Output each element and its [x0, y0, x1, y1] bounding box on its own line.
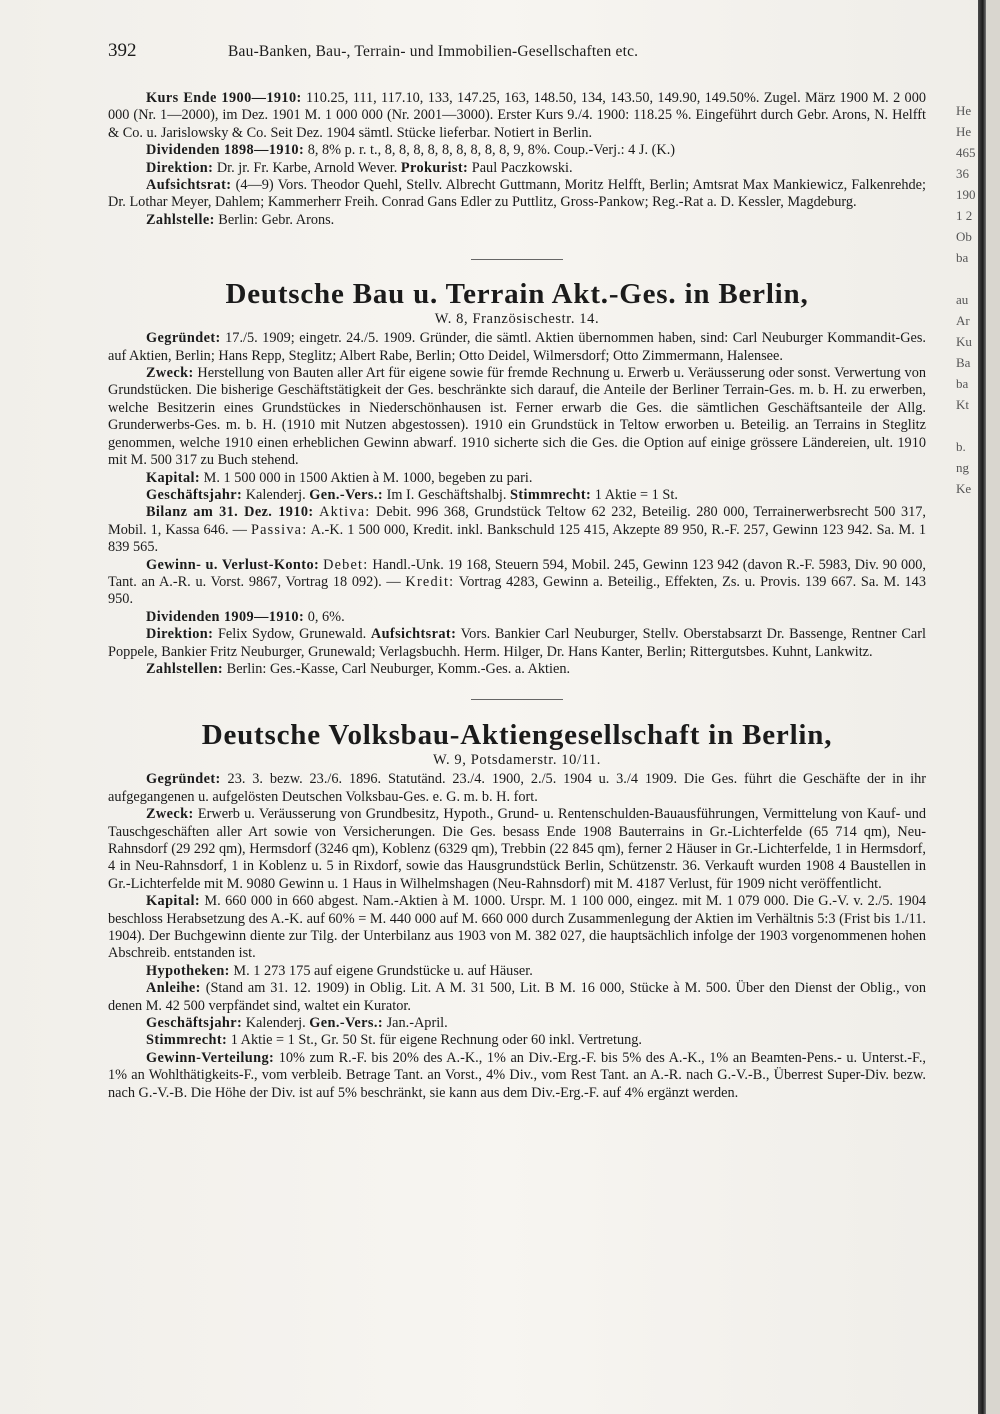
paragraph-kapital: [108, 470, 926, 487]
text-geschaeftsjahr: Kalenderj.: [242, 486, 310, 503]
text-zahlstellen: Berlin: Ges.-Kasse, Carl Neuburger, Komm.-Ges. a. Aktien.: [223, 660, 571, 677]
page-header: [108, 40, 926, 76]
paragraph-zweck-3: [108, 806, 926, 893]
paragraph-gewinn-verlust: [108, 557, 926, 609]
text-gewinn-verteilung: 10% zum R.-F. bis 20% des A.-K., 1% an Div.-Erg.-F. bis 5% des A.-K., 1% an Beamten-Pens.- u. Unterst.-F., 1% an Wohlthätigkeits-F., vom verbleib. Betrage Tant. an Vorst., 4% Div., vom Rest Tant. an A.-R. nach G.-V.-B., Überrest Super-Div. bezw. nach G.-V.-B. Die Höhe der Div. ist auf 5% beschränkt, sie kann aus dem Div.-Erg.-F. auf 4% ergänzt werden.: [108, 1049, 926, 1101]
text-kurs: 110.25, 111, 117.10, 133, 147.25, 163, 148.50, 134, 143.50, 149.90, 149.50%. Zugel. März 1900 M. 2 000 000 (Nr. 1—2000), im Dez. 1901 M. 1 000 000 (Nr. 2001—3000). Erster Kurs 9./4. 1900: 118.25 %. Eingeführt durch Gebr. Arons, N. Helfft & Co. u. Jarislowsky & Co. Seit Dez. 1904 sämtl. Stücke lieferbar. Notiert in Berlin.: [108, 90, 926, 141]
bleed-fragment: Ba: [956, 355, 971, 370]
label-hypotheken: Hypotheken:: [146, 962, 230, 979]
label-aufsichtsrat: Aufsichtsrat:: [146, 177, 232, 194]
text-dividenden-2: 0, 6%.: [304, 608, 345, 625]
company-address: W. 8, Französischestr. 14.: [434, 311, 600, 328]
entry-continued: [108, 90, 926, 229]
separator-rule: [471, 699, 563, 700]
text-zweck: Herstellung von Bauten aller Art für eigene sowie für fremde Rechnung u. Erwerb u. Veräusserung oder sonst. Verwertung von Grundstücken. Die bisherige Geschäftstätigkeit der Ges. beschränkte sich darauf, die Anteile der Berliner Terrain-Ges. m. b. H. zu erwerben, welche Besitzerin eines Grundstückes in Niederschönhausen ist. Ferner erwarb die Ges. die sämtlichen Geschäftsanteile der Allg. Grunderwerbs-Ges. m. b. H. (1910 mit Nutzen abgestossen). 1910 ein Grundstück in Teltow erworben u. Beteilig. an Terrains in Steglitz genommen, welche 1910 einen erheblichen Gewinn abwarf. 1910 sicherte sich die Ges. die Option auf einige grössere Ländereien, ult. 1910 mit M. 500 317 zu Buch stehend.: [108, 365, 926, 469]
text-gen-vers-3: Jan.-April.: [383, 1015, 448, 1032]
entry-deutsche-bau-terrain: [108, 277, 926, 678]
paragraph-zahlstelle: [108, 212, 926, 229]
label-geschaeftsjahr: Geschäftsjahr:: [146, 486, 243, 503]
label-kapital: Kapital:: [146, 469, 201, 486]
label-dividenden: Dividenden 1898—1910:: [146, 142, 305, 159]
paragraph-kurs: [108, 90, 926, 142]
separator-2: [108, 678, 926, 718]
bleed-fragment: au: [956, 292, 969, 307]
paragraph-kapital-3: [108, 893, 926, 963]
bleed-fragment: Ob: [956, 229, 972, 244]
bleed-fragment: 36: [956, 166, 969, 181]
label-passiva: Passiva:: [250, 521, 308, 538]
bleed-fragment: ba: [956, 250, 969, 265]
bleed-fragment: He: [956, 124, 972, 139]
label-gegruendet: Gegründet:: [146, 330, 221, 347]
paragraph-direktion: [108, 160, 926, 177]
label-kredit: Kredit:: [405, 573, 455, 590]
label-aufsichtsrat-2: Aufsichtsrat:: [370, 626, 457, 643]
text-direktion-2: Felix Sydow, Grunewald.: [213, 626, 371, 643]
text-anleihe: (Stand am 31. 12. 1909) in Oblig. Lit. A M. 31 500, Lit. B M. 16 000, Stücke à M. 500. Über den Dienst der Oblig., von denen M. 42 500 verpfändet sind, waltet ein Kurator.: [108, 980, 926, 1014]
paragraph-dividenden-2: [108, 609, 926, 626]
label-kapital-3: Kapital:: [146, 893, 201, 910]
adjacent-page-text-bleed: [956, 100, 978, 499]
text-kapital: M. 1 500 000 in 1500 Aktien à M. 1000, begeben zu pari.: [200, 469, 533, 486]
label-debet: Debet:: [323, 556, 369, 573]
text-gegruendet: 17./5. 1909; eingetr. 24./5. 1909. Gründer, die sämtl. Aktien übernommen haben, sind: Carl Neuburger Kommandit-Ges. auf Aktien, Berlin; Hans Repp, Steglitz; Albert Rabe, Berlin; Otto Deidel, Wilmersdorf; Otto Zimmermann, Halensee.: [108, 330, 926, 364]
text-aktiva: Debit. 996 368, Grundstück Teltow 62 232, Beteilig. 280 000, Terrainerwerbsrecht 500 317, Mobil. 1, Kassa 646. —: [108, 504, 926, 538]
label-aktiva: Aktiva:: [319, 504, 371, 521]
company-address: W. 9, Potsdamerstr. 10/11.: [433, 752, 601, 769]
bleed-fragment: 1 2: [956, 208, 973, 223]
bleed-fragment: ba: [956, 376, 969, 391]
paragraph-direktion-2: [108, 626, 926, 661]
bleed-fragment: Ke: [956, 481, 972, 496]
text-aufsichtsrat: (4—9) Vors. Theodor Quehl, Stellv. Albrecht Guttmann, Moritz Helfft, Berlin; Amtsrat Max Mankiewicz, Falkenrehde; Dr. Lothar Meyer, Dahlem; Kammerherr Freih. Conrad Gans Edler zu Puttlitz, Gross-Pankow; Reg.-Rat a. D. Kessler, Magdeburg.: [108, 177, 926, 211]
paragraph-gegruendet: [108, 330, 926, 365]
paragraph-geschaeftsjahr: [108, 487, 926, 504]
bleed-fragment: [956, 415, 978, 436]
text-aufsichtsrat-2: Vors. Bankier Carl Neuburger, Stellv. Oberstabsarzt Dr. Bassenge, Rentner Carl Poppele, Bankier Fritz Neuburger, Grunewald; Verlagsbuchh. Herm. Hilger, Dr. Hans Kanter, Berlin; Rittergutsbes. Kuhnt, Lankwitz.: [108, 626, 926, 660]
label-gewinn-verlust: Gewinn- u. Verlust-Konto:: [146, 556, 320, 573]
text-zweck-3: Erwerb u. Veräusserung von Grundbesitz, Hypoth., Grund- u. Rentenschulden-Bauausführungen, Vermittelung von Kauf- und Tauschgeschäften aller Art sowie von Versicherungen. Die Ges. besass Ende 1908 Bauterrains in Gr.-Lichterfelde (65 714 qm), Neu-Rahnsdorf (29 292 qm), Hermsdorf (3246 qm), Koblenz (6329 qm), Trebbin (22 845 qm), ferner 2 Häuser in Gr.-Lichterfelde, 1 in Hermsdorf, 4 in Neu-Rahnsdorf, 1 in Koblenz u. 5 in Rixdorf, sowie das Hausgrundstück Berlin, Schützenstr. 36. Verkauft wurden 1908 4 Baustellen in Gr.-Lichterfelde mit M. 9080 Gewinn u. 1 Haus in Wilhelmshagen (Neu-Rahnsdorf) mit M. 4187 Verlust, für 1909 nicht veröffentlicht.: [108, 806, 926, 892]
paragraph-geschaeftsjahr-3: [108, 1015, 926, 1032]
label-gewinn-verteilung: Gewinn-Verteilung:: [146, 1049, 275, 1066]
bleed-fragment: Ar: [956, 313, 970, 328]
company-title: Deutsche Volksbau-Aktiengesellschaft in Berlin,: [201, 719, 833, 752]
label-geschaeftsjahr-3: Geschäftsjahr:: [146, 1015, 243, 1032]
paragraph-zweck: [108, 365, 926, 469]
text-zahlstelle: Berlin: Gebr. Arons.: [214, 211, 335, 228]
bleed-fragment: ng: [956, 460, 969, 475]
paragraph-anleihe: [108, 980, 926, 1015]
text-dividenden: 8, 8% p. r. t., 8, 8, 8, 8, 8, 8, 8, 8, 8, 9, 8%. Coup.-Verj.: 4 J. (K.): [304, 142, 676, 159]
bleed-fragment: He: [956, 103, 972, 118]
label-stimmrecht-3: Stimmrecht:: [146, 1032, 228, 1049]
page-number: 392: [108, 40, 137, 61]
label-kurs: Kurs Ende 1900—1910:: [146, 90, 302, 106]
separator-1: [108, 229, 926, 277]
text-hypotheken: M. 1 273 175 auf eigene Grundstücke u. auf Häuser.: [229, 962, 533, 979]
label-stimmrecht: Stimmrecht:: [510, 486, 592, 503]
paragraph-zahlstellen: [108, 661, 926, 678]
adjacent-page-edge: [986, 0, 1000, 1414]
label-zweck-3: Zweck:: [146, 806, 194, 823]
text-stimmrecht: 1 Aktie = 1 St.: [591, 486, 678, 503]
company-title: Deutsche Bau u. Terrain Akt.-Ges. in Berlin,: [225, 278, 809, 311]
paragraph-gewinn-verteilung: [108, 1050, 926, 1102]
bleed-fragment: b.: [956, 439, 966, 454]
text-direktion: Dr. jr. Fr. Karbe, Arnold Wever.: [213, 159, 401, 176]
running-title: Bau-Banken, Bau-, Terrain- und Immobilien-Gesellschaften etc.: [228, 43, 639, 60]
paragraph-aufsichtsrat: [108, 177, 926, 212]
text-kredit: Vortrag 4283, Gewinn a. Beteilig., Effekten, Zs. u. Provis. 139 667. Sa. M. 143 950.: [108, 573, 926, 608]
bleed-fragment: Ku: [956, 334, 972, 349]
text-passiva: A.-K. 1 500 000, Kredit. inkl. Bankschuld 125 415, Akzepte 89 950, R.-F. 257, Gewinn 123 942. Sa. M. 1 839 565.: [108, 521, 926, 556]
label-prokurist: Prokurist:: [400, 159, 469, 176]
label-direktion: Direktion:: [146, 159, 214, 176]
text-gen-vers: Im I. Geschäftshalbj.: [383, 486, 511, 503]
label-gegruendet-3: Gegründet:: [146, 771, 221, 788]
label-zweck: Zweck:: [146, 365, 194, 382]
text-geschaeftsjahr-3: Kalenderj.: [242, 1015, 310, 1032]
book-spine-shadow: [978, 0, 986, 1414]
paragraph-dividenden: [108, 142, 926, 159]
text-gegruendet-3: 23. 3. bezw. 23./6. 1896. Statutänd. 23./4. 1900, 2./5. 1904 u. 3./4 1909. Die Ges. führt die Geschäfte der in ihr aufgegangenen u. aufgelösten Deutschen Volksbau-Ges. e. G. m. b. H. fort.: [108, 771, 926, 805]
label-anleihe: Anleihe:: [146, 980, 201, 997]
text-kapital-3: M. 660 000 in 660 abgest. Nam.-Aktien à M. 1000. Urspr. M. 1 100 000, eingez. mit M. 1 079 000. Die G.-V. v. 2./5. 1904 beschloss Herabsetzung des A.-K. auf 60% = M. 440 000 auf M. 660 000 durch Zusammenlegung der Aktien im Verhältnis 5:3 (Frist bis 1./11. 1904). Der Buchgewinn diente zur Tilg. der Unterbilanz aus 1903 von M. 382 027, die hauptsächlich infolge der 1903 vorgenommenen hohen Abschreib. entstanden ist.: [108, 893, 926, 962]
bleed-fragment: 190: [956, 187, 976, 202]
bleed-fragment: Kt: [956, 397, 969, 412]
label-dividenden-2: Dividenden 1909—1910:: [146, 608, 305, 625]
text-prokurist: Paul Paczkowski.: [468, 159, 573, 176]
text-column: [108, 40, 926, 1102]
paragraph-stimmrecht-3: [108, 1032, 926, 1049]
label-zahlstelle: Zahlstelle:: [146, 211, 215, 228]
text-debet: Handl.-Unk. 19 168, Steuern 594, Mobil. 245, Gewinn 123 942 (davon R.-F. 5983, Div. 90 000, Tant. an A.-R. u. Vorst. 9867, Vortrag 18 092). —: [108, 556, 926, 590]
label-direktion-2: Direktion:: [146, 626, 214, 643]
paragraph-bilanz: [108, 504, 926, 556]
bleed-fragment: [956, 268, 978, 289]
separator-rule: [471, 259, 563, 260]
text-stimmrecht-3: 1 Aktie = 1 St., Gr. 50 St. für eigene Rechnung oder 60 inkl. Vertretung.: [227, 1032, 642, 1049]
label-bilanz: Bilanz am 31. Dez. 1910:: [146, 504, 314, 521]
label-gen-vers-3: Gen.-Vers.:: [309, 1015, 383, 1032]
paragraph-gegruendet-3: [108, 771, 926, 806]
paragraph-hypotheken: [108, 963, 926, 980]
entry-deutsche-volksbau: [108, 718, 926, 1102]
bleed-fragment: 465: [956, 145, 976, 160]
label-gen-vers: Gen.-Vers.:: [309, 486, 383, 503]
label-zahlstellen: Zahlstellen:: [146, 660, 224, 677]
